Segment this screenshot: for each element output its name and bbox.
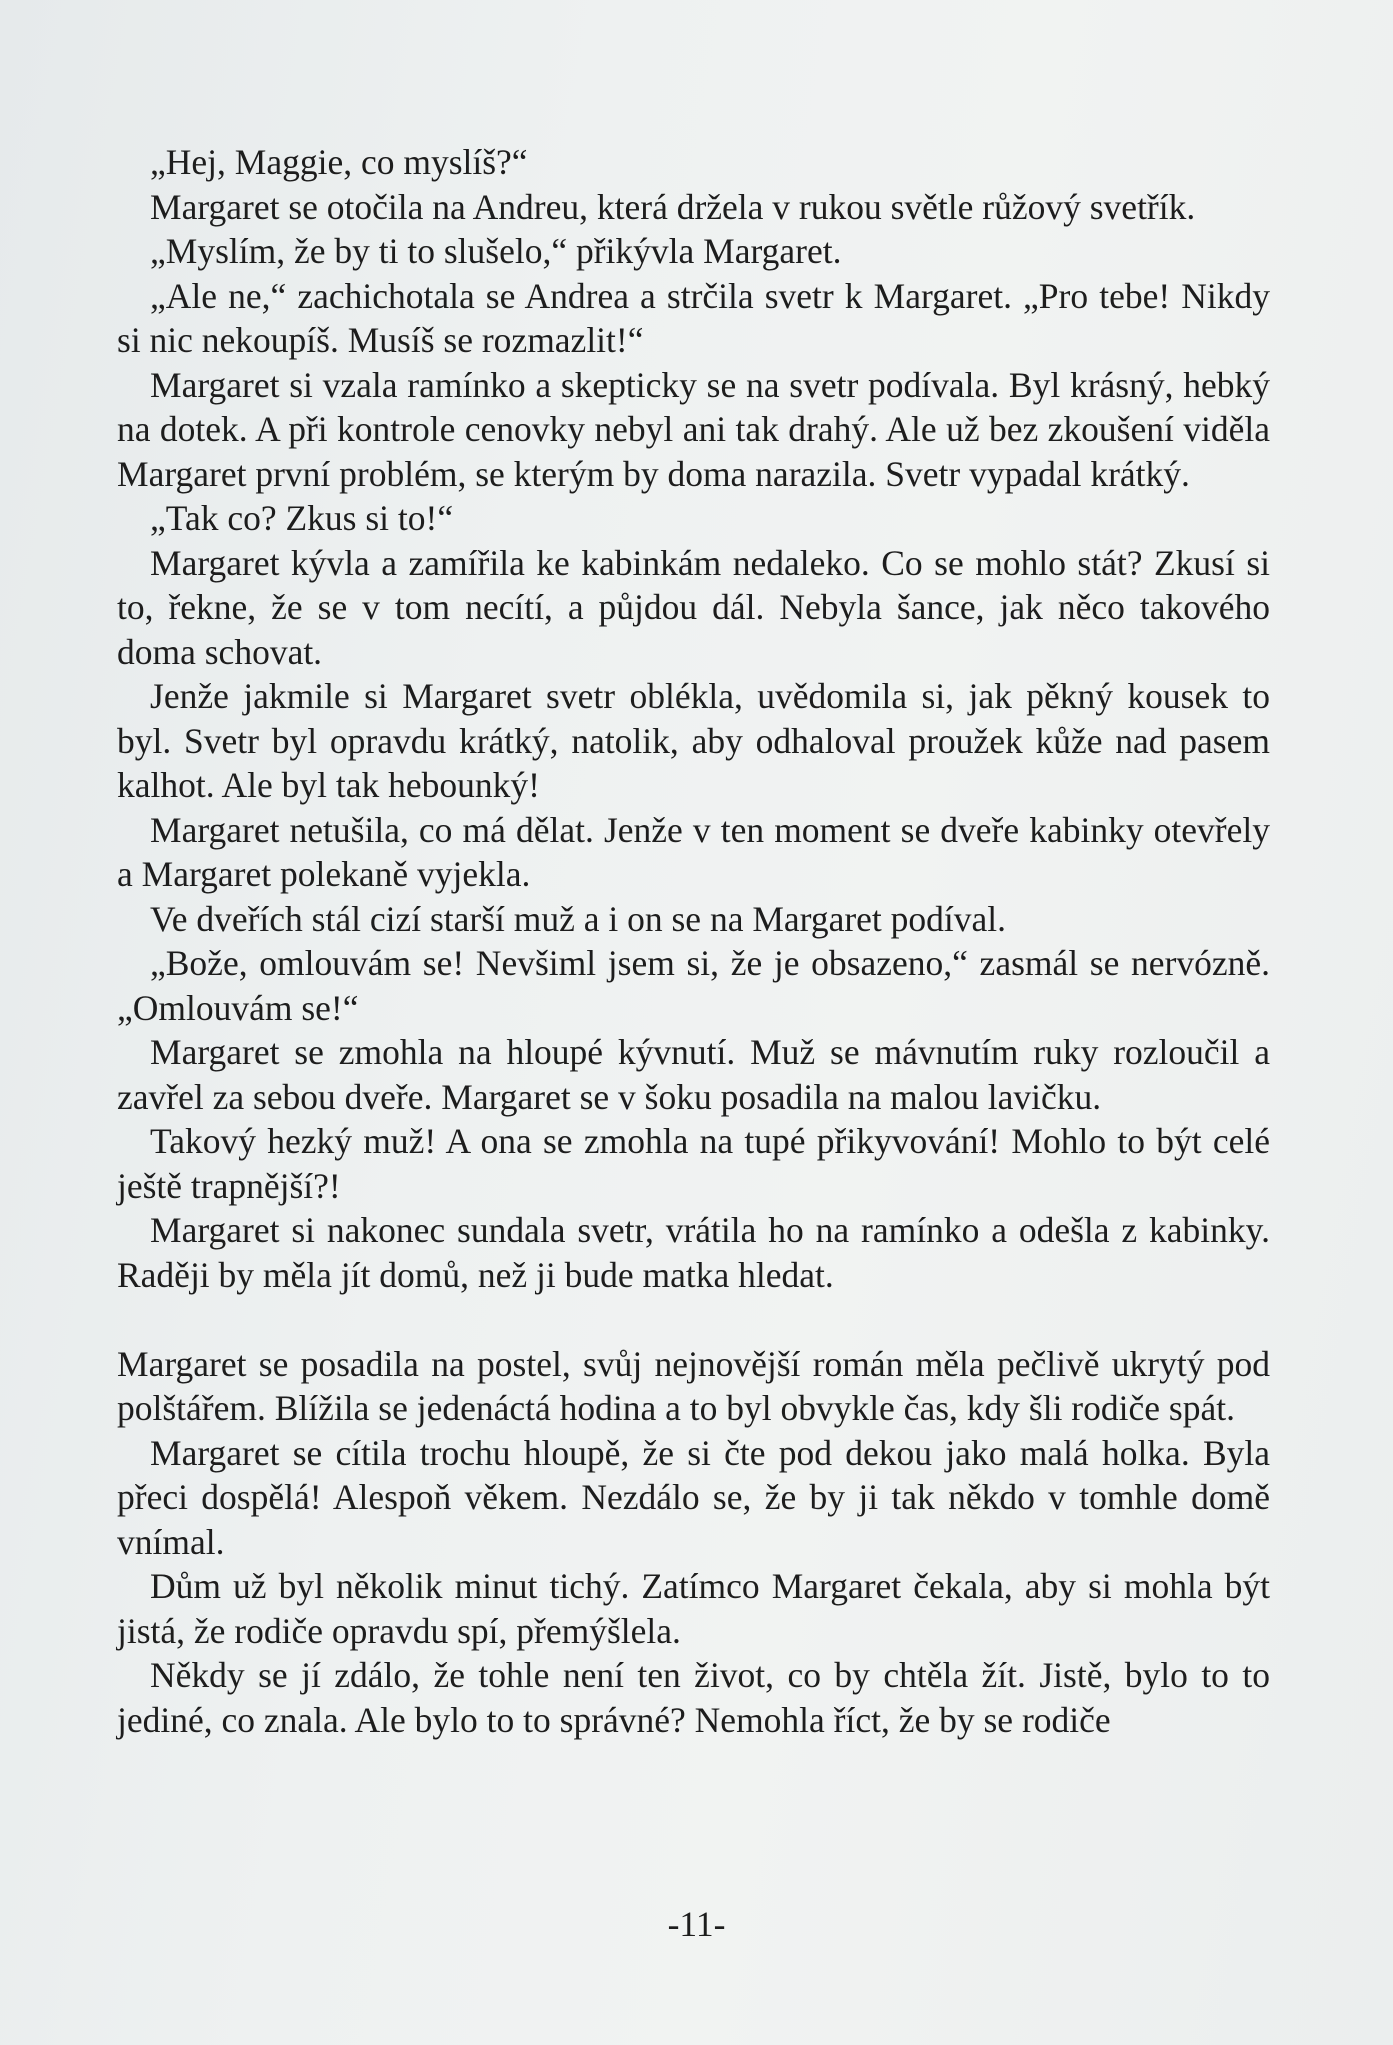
paragraph: Jenže jakmile si Margaret svetr oblékla, uvědomila si, jak pěkný kousek to byl. Svetr byl opravdu krátký, natolik, aby odhaloval proužek kůže nad pasem kalhot. Ale byl tak hebounký! xyxy=(117,676,1270,805)
paragraph: Takový hezký muž! A ona se zmohla na tupé přikyvování! Mohlo to být celé ještě trapnější?! xyxy=(117,1121,1270,1206)
paragraph: Někdy se jí zdálo, že tohle není ten život, co by chtěla žít. Jistě, bylo to to jediné, co znala. Ale bylo to to správné? Nemohla říct, že by se rodiče xyxy=(117,1655,1270,1740)
paragraph: „Bože, omlouvám se! Nevšiml jsem si, že je obsazeno,“ zasmál se nervózně. „Omlouvám se!“ xyxy=(117,943,1270,1028)
body-text xyxy=(117,140,1270,1742)
paragraph: Dům už byl několik minut tichý. Zatímco Margaret čekala, aby si mohla být jistá, že rodiče opravdu spí, přemýšlela. xyxy=(117,1566,1270,1651)
paragraph: Margaret netušila, co má dělat. Jenže v ten moment se dveře kabinky otevřely a Margaret polekaně vyjekla. xyxy=(117,809,1270,894)
paragraph: „Hej, Maggie, co myslíš?“ xyxy=(150,142,528,182)
paragraph: Margaret se otočila na Andreu, která držela v rukou světle růžový svetřík. xyxy=(150,186,1196,227)
paragraph: Margaret se zmohla na hloupé kývnutí. Muž se mávnutím ruky rozloučil a zavřel za sebou dveře. Margaret se v šoku posadila na malou lavičku. xyxy=(117,1032,1270,1117)
section-first-paragraph: Margaret se posadila na postel, svůj nejnovější román měla pečlivě ukrytý pod polštářem. Blížila se jedenáctá hodina a to byl obvykle čas, kdy šli rodiče spát. xyxy=(117,1343,1270,1428)
page-number: -11- xyxy=(667,1904,726,1944)
paragraph: Margaret si nakonec sundala svetr, vrátila ho na ramínko a odešla z kabinky. Raději by měla jít domů, než ji bude matka hledat. xyxy=(117,1210,1270,1295)
paragraph: Margaret se cítila trochu hloupě, že si čte pod dekou jako malá holka. Byla přeci dospělá! Alespoň věkem. Nezdálo se, že by ji tak někdo v tomhle domě vnímal. xyxy=(117,1432,1270,1562)
paragraph: „Ale ne,“ zachichotala se Andrea a strčila svetr k Margaret. „Pro tebe! Nikdy si nic nekoupíš. Musíš se rozmazlit!“ xyxy=(117,275,1270,360)
paragraph: Ve dveřích stál cizí starší muž a i on se na Margaret podíval. xyxy=(150,898,1007,939)
paragraph: „Tak co? Zkus si to!“ xyxy=(150,498,454,538)
paragraph: „Myslím, že by ti to slušelo,“ přikývla Margaret. xyxy=(150,231,842,271)
paragraph: Margaret si vzala ramínko a skepticky se na svetr podívala. Byl krásný, hebký na dotek. A při kontrole cenovky nebyl ani tak drahý. Ale už bez zkoušení viděla Margaret první problém, se kterým by doma narazila. Svetr vypadal krátký. xyxy=(117,364,1270,494)
paragraph: Margaret kývla a zamířila ke kabinkám nedaleko. Co se mohlo stát? Zkusí si to, řekne, že se v tom necítí, a půjdou dál. Nebyla šance, jak něco takového doma schovat. xyxy=(117,542,1270,672)
